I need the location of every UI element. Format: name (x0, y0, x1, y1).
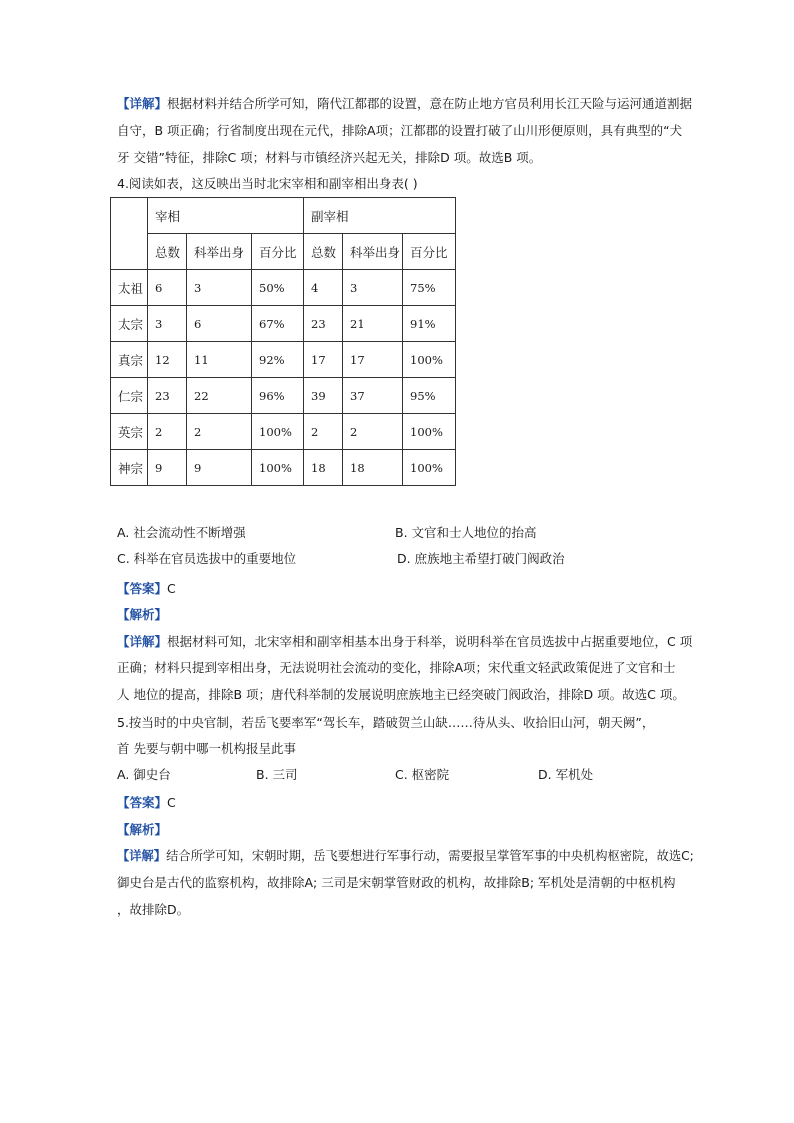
table-cell: 100% (403, 342, 456, 378)
q5-answer: 【答案】C (117, 795, 176, 810)
table-row (111, 270, 456, 306)
table-cell: 4 (304, 270, 343, 306)
q4-answer: 【答案】C (117, 581, 176, 596)
table-group-header: 副宰相 (304, 198, 456, 234)
q5-question-line-2: 首 先要与朝中哪一机构报呈此事 (117, 741, 296, 756)
emperor-cell: 太宗 (111, 306, 148, 342)
table-sub-header: 总数 (148, 234, 187, 270)
table-cell: 92% (252, 342, 304, 378)
table-row (111, 414, 456, 450)
table-cell: 2 (304, 414, 343, 450)
q3-detail-line-2: 自守，B 项正确；行省制度出现在元代，排除A项；江都郡的设置打破了山川形便原则，具有典型的“犬 (117, 123, 683, 138)
table-cell: 2 (343, 414, 403, 450)
table-cell: 50% (252, 270, 304, 306)
table-cell: 37 (343, 378, 403, 414)
emperor-cell: 英宗 (111, 414, 148, 450)
emperor-cell: 太祖 (111, 270, 148, 306)
table-cell: 17 (304, 342, 343, 378)
q5-option-c: C. 枢密院 (395, 767, 450, 782)
q5-option-d: D. 军机处 (538, 767, 594, 782)
table-cell: 9 (187, 450, 252, 486)
q4-analysis-heading: 【解析】 (117, 607, 168, 622)
table-row (111, 450, 456, 486)
table-cell: 21 (343, 306, 403, 342)
table-cell: 100% (403, 450, 456, 486)
table-cell: 6 (148, 270, 187, 306)
table-group-header: 宰相 (148, 198, 304, 234)
detail-tag: 【详解】 (117, 96, 168, 111)
table-row (111, 306, 456, 342)
table-corner-cell (111, 198, 148, 270)
table-cell: 95% (403, 378, 456, 414)
table-cell: 2 (187, 414, 252, 450)
table-cell: 2 (148, 414, 187, 450)
q4-question: 4.阅读如表，这反映出当时北宋宰相和副宰相出身表( ) (117, 176, 418, 191)
table-cell: 100% (252, 414, 304, 450)
table-cell: 6 (187, 306, 252, 342)
table-sub-header: 科举出身 (343, 234, 403, 270)
q5-detail-line-2: 御史台是古代的监察机构，故排除A; 三司是宋朝掌管财政的机构，故排除B; 军机处是清朝的中枢机构 (117, 875, 676, 890)
table-sub-header: 总数 (304, 234, 343, 270)
table-cell: 17 (343, 342, 403, 378)
q4-option-b: B. 文官和士人地位的抬高 (395, 525, 537, 540)
table-cell: 23 (148, 378, 187, 414)
table-cell: 3 (187, 270, 252, 306)
q5-detail-line-1: 【详解】结合所学可知，宋朝时期，岳飞要想进行军事行动，需要报呈掌管军事的中央机构枢密院，故选C; (117, 848, 694, 863)
table-cell: 23 (304, 306, 343, 342)
q4-option-a: A. 社会流动性不断增强 (117, 525, 246, 540)
table-row (111, 342, 456, 378)
q5-detail-line-3: ，故排除D。 (117, 902, 190, 917)
table-cell: 67% (252, 306, 304, 342)
q5-option-b: B. 三司 (256, 767, 298, 782)
table-cell: 11 (187, 342, 252, 378)
q4-table (110, 197, 456, 486)
table-cell: 75% (403, 270, 456, 306)
table-cell: 96% (252, 378, 304, 414)
q4-detail-line-2: 正确；材料只提到宰相出身，无法说明社会流动的变化，排除A项；宋代重文轻武政策促进了文官和士 (117, 660, 676, 675)
table-cell: 18 (343, 450, 403, 486)
emperor-cell: 真宗 (111, 342, 148, 378)
table-cell: 9 (148, 450, 187, 486)
table-cell: 100% (403, 414, 456, 450)
table-cell: 3 (343, 270, 403, 306)
emperor-cell: 神宗 (111, 450, 148, 486)
q5-question-line-1: 5.按当时的中央官制，若岳飞要率军“驾长车，踏破贺兰山缺……待从头、收拾旧山河，朝天阙”， (117, 715, 655, 730)
q5-analysis-heading: 【解析】 (117, 822, 168, 837)
table-sub-header: 科举出身 (187, 234, 252, 270)
table-sub-header: 百分比 (252, 234, 304, 270)
table-cell: 91% (403, 306, 456, 342)
table-cell: 39 (304, 378, 343, 414)
q4-detail-line-3: 人 地位的提高，排除B 项；唐代科举制的发展说明庶族地主已经突破门阀政治，排除D 项。故选C 项。 (117, 687, 685, 702)
q3-detail-line-3: 牙 交错”特征，排除C 项；材料与市镇经济兴起无关，排除D 项。故选B 项。 (117, 150, 542, 165)
q4-detail-line-1: 【详解】根据材料可知，北宋宰相和副宰相基本出身于科举，说明科举在官员选拔中占据重要地位，C 项 (117, 634, 693, 649)
table-cell: 100% (252, 450, 304, 486)
table-sub-header: 百分比 (403, 234, 456, 270)
q5-option-a: A. 御史台 (117, 767, 171, 782)
table-cell: 18 (304, 450, 343, 486)
table-row (111, 378, 456, 414)
q4-option-d: D. 庶族地主希望打破门阀政治 (397, 551, 565, 566)
table-cell: 12 (148, 342, 187, 378)
table-cell: 22 (187, 378, 252, 414)
table-cell: 3 (148, 306, 187, 342)
q4-option-c: C. 科举在官员选拔中的重要地位 (117, 551, 297, 566)
q3-detail-line-1: 【详解】根据材料并结合所学可知，隋代江都郡的设置，意在防止地方官员利用长江天险与运河通道割据 (117, 96, 693, 111)
emperor-cell: 仁宗 (111, 378, 148, 414)
